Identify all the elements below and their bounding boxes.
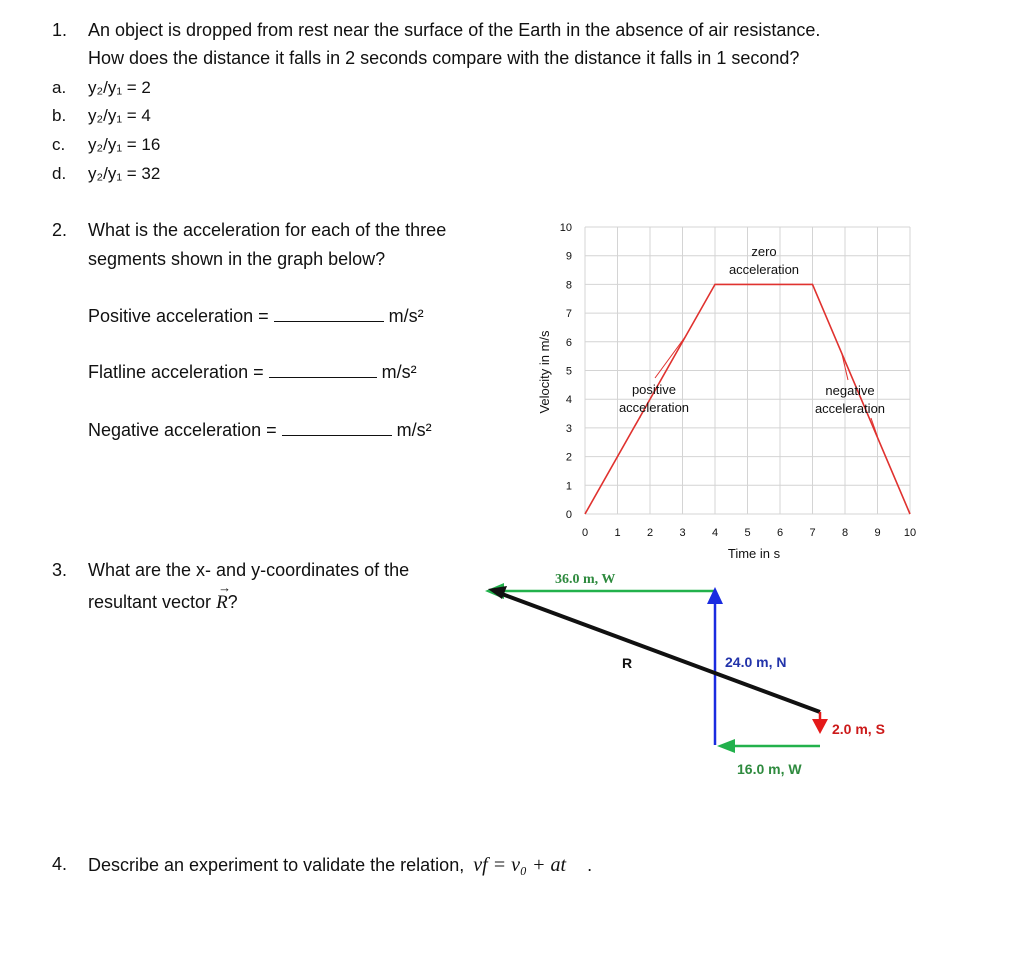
y-tick-label: 3	[565, 422, 572, 435]
vector-resultant-line	[502, 594, 820, 712]
annotation-positive-line1: positive	[631, 382, 677, 397]
vector-label-south: 2.0 m, S	[832, 721, 885, 737]
q1-option-c-text: y₂/y₁ = 16	[88, 135, 161, 154]
x-tick-label: 3	[679, 527, 686, 539]
y-tick-label: 8	[565, 279, 572, 292]
velocity-time-chart	[520, 215, 920, 570]
negative-acceleration-unit: m/s²	[396, 420, 432, 440]
q3-number: 3.	[52, 560, 68, 580]
vector-label-west-bottom: 16.0 m, W	[737, 761, 802, 777]
x-tick-label: 10	[903, 527, 917, 539]
q1-option-a-text: y₂/y₁ = 2	[88, 78, 151, 97]
x-tick-label: 9	[874, 527, 881, 539]
x-tick-label: 5	[744, 527, 751, 539]
y-tick-label: 9	[565, 250, 572, 263]
y-tick-label: 6	[565, 336, 572, 349]
negative-acceleration-label: Negative acceleration =	[88, 420, 277, 440]
annotation-negative-line2: acceleration	[814, 401, 886, 416]
q1-option-d-text: y₂/y₁ = 32	[88, 164, 161, 183]
y-tick-label: 1	[565, 480, 572, 493]
q1-option-c-letter: c.	[52, 135, 66, 154]
vector-south-arrowhead	[812, 719, 828, 734]
x-tick-label: 6	[776, 527, 784, 539]
q1-text-line2: How does the distance it falls in 2 seconds compare with the distance it falls in 1 second?	[88, 48, 800, 68]
y-tick-label: 7	[565, 308, 572, 321]
negative-acceleration-blank[interactable]	[282, 419, 392, 436]
q4-equation: vf = v₀ + at	[473, 854, 567, 876]
q1-text-line1: An object is dropped from rest near the surface of the Earth in the absence of air resistance.	[88, 20, 821, 40]
negative-acceleration-field	[88, 419, 432, 441]
positive-acceleration-blank[interactable]	[274, 305, 384, 322]
x-tick-label: 4	[711, 527, 719, 539]
vector-label-north: 24.0 m, N	[725, 654, 787, 670]
vector-label-resultant: R	[622, 655, 633, 671]
x-tick-label: 7	[809, 527, 816, 539]
q1-option-b-text: y₂/y₁ = 4	[88, 106, 151, 125]
positive-acceleration-unit: m/s²	[388, 306, 424, 326]
flatline-acceleration-unit: m/s²	[381, 362, 417, 382]
vector-label-west-top: 36.0 m, W	[555, 572, 616, 587]
q1-number: 1.	[52, 20, 68, 40]
q2-text-line2: segments shown in the graph below?	[88, 249, 386, 269]
q3-text-line1: What are the x- and y-coordinates of the	[88, 560, 410, 580]
q1-option-a-letter: a.	[52, 78, 67, 97]
annotation-negative-line1: negative	[825, 383, 875, 398]
q1-option-d-letter: d.	[52, 164, 67, 183]
q4-text: Describe an experiment to validate the relation,	[88, 855, 465, 875]
resultant-vector-symbol: R →	[216, 580, 232, 613]
y-tick-label: 2	[565, 451, 572, 464]
flatline-acceleration-blank[interactable]	[269, 361, 377, 378]
x-tick-label: 2	[646, 527, 654, 539]
chart-y-axis-label: Velocity in m/s	[537, 330, 552, 414]
vector-north-arrowhead	[707, 587, 723, 604]
q1-option-b-letter: b.	[52, 106, 67, 125]
x-tick-label: 0	[581, 527, 589, 539]
y-tick-label: 4	[565, 394, 572, 407]
q2-text-line1: What is the acceleration for each of the three	[88, 220, 447, 240]
y-tick-label: 5	[565, 365, 572, 378]
chart-x-ticks	[582, 527, 916, 539]
q3-text-line2-suffix: ?	[227, 592, 238, 612]
q2-number: 2.	[52, 220, 68, 240]
y-tick-label: 0	[565, 509, 572, 521]
positive-acceleration-label: Positive acceleration =	[88, 306, 269, 326]
q3-text-line2-prefix: resultant vector	[88, 592, 217, 612]
vector-diagram	[470, 560, 920, 790]
chart-y-ticks	[560, 222, 572, 521]
q4-number: 4.	[52, 854, 68, 874]
flatline-acceleration-label: Flatline acceleration =	[88, 362, 264, 382]
x-tick-label: 8	[841, 527, 849, 539]
annotation-positive-line2: acceleration	[618, 400, 690, 415]
q3-text-line2	[88, 580, 238, 614]
chart-x-axis-label: Time in s	[727, 546, 781, 561]
annotation-zero-line2: acceleration	[728, 262, 800, 277]
flatline-acceleration-field	[88, 361, 417, 383]
x-tick-label: 1	[614, 527, 621, 539]
vector-west-bottom-arrowhead	[717, 739, 735, 753]
positive-acceleration-field	[88, 305, 424, 327]
q4-trailing: .	[587, 855, 593, 875]
annotation-zero-line1: zero	[751, 244, 777, 259]
annotation-positive-leader-top	[655, 336, 686, 378]
vector-arrow-icon: →	[218, 580, 232, 595]
y-tick-label: 10	[559, 222, 572, 234]
q4-text-line	[88, 854, 592, 877]
